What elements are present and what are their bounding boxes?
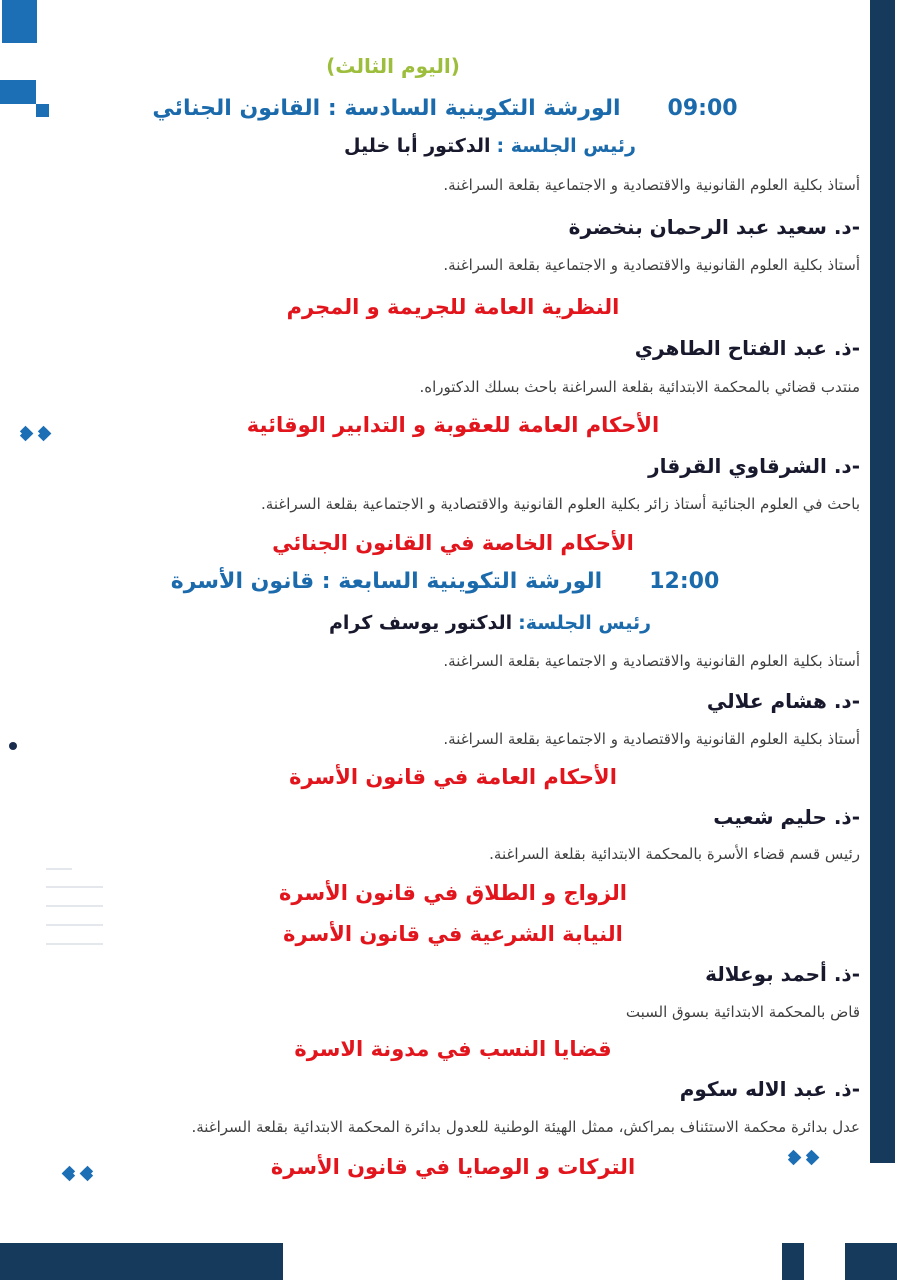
bottom-right-square-small — [782, 1243, 804, 1280]
chair-label: رئيس الجلسة : — [496, 135, 636, 157]
topic-title: التركات و الوصايا في قانون الأسرة — [270, 1155, 636, 1179]
bottom-navy-bar — [0, 1243, 283, 1280]
bullet-dot-decor — [9, 742, 17, 750]
speaker-description: رئيس قسم قضاء الأسرة بالمحكمة الابتدائية بقلعة السراغنة. — [489, 845, 860, 863]
workshop-6-title: الورشة التكوينية السادسة : القانون الجنائي — [152, 96, 621, 121]
speaker-description: أستاذ بكلية العلوم القانونية والاقتصادية و الاجتماعية بقلعة السراغنة. — [443, 730, 860, 748]
topic-title: الأحكام العامة للعقوبة و التدابير الوقائية — [246, 413, 660, 437]
topic-title: الأحكام الخاصة في القانون الجنائي — [272, 531, 634, 555]
speaker-description: عدل بدائرة محكمة الاستئناف بمراكش، ممثل الهيئة الوطنية للعدول بدائرة المحكمة الابتدائية بقلعة السراغنة. — [191, 1118, 860, 1136]
right-edge-navy-strip — [870, 0, 895, 1163]
chair-name: الدكتور يوسف كرام — [328, 612, 513, 634]
workshop-6-time: 09:00 — [667, 96, 738, 121]
topic-title: الزواج و الطلاق في قانون الأسرة — [279, 881, 627, 905]
topic-title: الأحكام العامة في قانون الأسرة — [289, 765, 617, 789]
speaker-description: قاض بالمحكمة الابتدائية بسوق السبت — [625, 1003, 860, 1021]
workshop-7-time: 12:00 — [649, 569, 720, 594]
speaker-name: -ذ. عبد الفتاح الطاهري — [634, 336, 860, 360]
speaker-name: -د. الشرقاوي القرقار — [648, 454, 860, 478]
program-content — [30, 0, 860, 1181]
workshop-7-heading — [30, 567, 860, 597]
day-title: (اليوم الثالث) — [326, 54, 460, 78]
speaker-description: أستاذ بكلية العلوم القانونية والاقتصادية و الاجتماعية بقلعة السراغنة. — [443, 256, 860, 274]
chair-description: أستاذ بكلية العلوم القانونية والاقتصادية و الاجتماعية بقلعة السراغنة. — [443, 176, 860, 194]
speaker-name: -د. سعيد عبد الرحمان بنخضرة — [568, 215, 860, 239]
speaker-description: منتدب قضائي بالمحكمة الابتدائية بقلعة السراغنة باحث بسلك الدكتوراه. — [419, 378, 860, 396]
bottom-right-square-large — [845, 1243, 897, 1280]
session-1-chair-line — [75, 132, 897, 160]
session-2-chair-line — [75, 609, 897, 637]
chair-label: رئيس الجلسة: — [518, 612, 652, 634]
topic-title: النظرية العامة للجريمة و المجرم — [286, 295, 620, 319]
workshop-6-heading — [30, 94, 860, 124]
speaker-name: -ذ. حليم شعيب — [713, 805, 860, 829]
workshop-7-title: الورشة التكوينية السابعة : قانون الأسرة — [170, 569, 603, 594]
speaker-name: -ذ. عبد الاله سكوم — [679, 1077, 860, 1101]
chair-description: أستاذ بكلية العلوم القانونية والاقتصادية و الاجتماعية بقلعة السراغنة. — [443, 652, 860, 670]
chair-name: الدكتور أبا خليل — [344, 135, 491, 157]
speaker-name: -د. هشام علالي — [706, 689, 860, 713]
speaker-description: باحث في العلوم الجنائية أستاذ زائر بكلية العلوم القانونية والاقتصادية و الاجتماعية بقلعة السراغنة. — [261, 495, 860, 513]
topic-title: النيابة الشرعية في قانون الأسرة — [283, 922, 623, 946]
topic-title: قضايا النسب في مدونة الاسرة — [294, 1037, 612, 1061]
speaker-name: -ذ. أحمد بوعلالة — [705, 962, 860, 986]
